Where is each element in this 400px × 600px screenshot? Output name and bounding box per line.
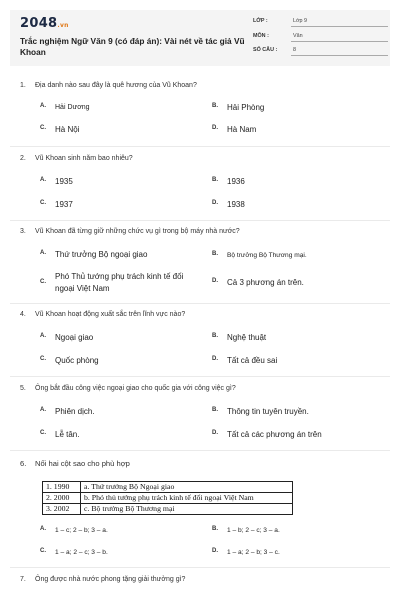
table-cell: a. Thứ trưởng Bộ Ngoại giao [81,482,293,493]
option-text: 1938 [227,200,245,209]
option-text: 1 – a; 2 – b; 3 – c. [227,549,280,556]
question-number: 3. [20,228,26,235]
option-text: Bộ trưởng Bộ Thương mại. [227,252,307,259]
option-text: 1935 [55,177,73,186]
table-row [43,493,293,504]
meta-class-label: LỚP : [253,18,268,24]
option-text: Nghệ thuật [227,333,267,342]
option-letter: D. [212,200,218,206]
option-letter: C. [40,125,46,131]
option-letter: D. [212,430,218,436]
page-header [10,10,390,66]
question-text: Vũ Khoan đã từng giữ những chức vụ gì trong bộ máy nhà nước? [35,228,240,235]
logo-text: 2048 [20,16,58,31]
matching-table [42,481,293,515]
option-text: 1937 [55,200,73,209]
option-letter: B. [212,407,218,413]
option-letter: C. [40,548,46,554]
divider [10,220,390,221]
divider [10,567,390,568]
meta-subject-value: Văn [293,33,303,39]
page-title: Trắc nghiệm Ngữ Văn 9 (có đáp án): Vài nét về tác giả Vũ Khoan [20,36,245,57]
meta-subject [253,30,388,42]
option-text: 1 – b; 2 – c; 3 – a. [227,527,280,534]
option-letter: B. [212,333,218,339]
divider [291,41,388,42]
table-cell: 2. 2000 [43,493,81,504]
option-text: Hải Phòng [227,103,265,112]
question-number: 1. [20,82,26,89]
table-cell: b. Phó thủ tướng phụ trách kinh tế đối ngoại Việt Nam [81,493,293,504]
question-text: Vũ Khoan sinh năm bao nhiêu? [35,155,133,162]
option-text: Hải Dương [55,104,90,111]
question-number: 7. [20,576,26,583]
option-text: Ngoại giao [55,333,94,342]
option-letter: C. [40,356,46,362]
option-letter: B. [212,177,218,183]
option-text: Thứ trưởng Bộ ngoại giao [55,250,148,259]
question-text: Nối hai cột sao cho phù hợp [35,459,130,468]
option-letter: C. [40,200,46,206]
option-text: Lễ tân. [55,430,80,439]
option-letter: C. [40,430,46,436]
table-cell: c. Bộ trưởng Bộ Thương mại [81,504,293,515]
question-number: 5. [20,385,26,392]
option-text: Quốc phòng [55,356,99,365]
option-text: 1 – a; 2 – c; 3 – b. [55,549,108,556]
table-row [43,482,293,493]
divider [291,55,388,56]
table-cell: 1. 1990 [43,482,81,493]
option-letter: A. [40,103,46,109]
option-text: Hà Nội [55,125,80,134]
option-letter: A. [40,333,46,339]
option-text: Thông tin tuyên truyền. [227,407,309,416]
option-text: 1936 [227,177,245,186]
question-number: 4. [20,311,26,318]
table-cell: 3. 2002 [43,504,81,515]
option-letter: A. [40,526,46,532]
option-letter: D. [212,548,218,554]
meta-class [253,15,388,27]
option-letter: D. [212,356,218,362]
option-text: 1 – c; 2 – b; 3 – a. [55,527,108,534]
meta-subject-label: MÔN : [253,33,269,39]
question-text: Ông được nhà nước phong tặng giải thưởng gì? [35,576,186,583]
option-letter: A. [40,407,46,413]
option-letter: B. [212,526,218,532]
site-logo[interactable] [20,16,69,31]
divider [10,146,390,147]
divider [291,26,388,27]
divider [10,376,390,377]
question-number: 6. [20,459,27,468]
table-row [43,504,293,515]
option-text: Hà Nam [227,125,257,134]
question-number: 2. [20,155,26,162]
divider [10,450,390,451]
meta-count-value: 8 [293,47,296,53]
option-text: Phiên dịch. [55,407,95,416]
logo-suffix: .vn [57,22,69,29]
option-letter: B. [212,103,218,109]
option-letter: A. [40,250,46,256]
option-text: Tất cả đều sai [227,356,278,365]
question-text: Ông bắt đầu công việc ngoại giao cho quốc gia với công việc gì? [35,385,236,392]
option-letter: D. [212,125,218,131]
option-letter: D. [212,278,218,284]
divider [10,303,390,304]
meta-count [253,44,388,56]
option-text: Tất cả các phương án trên [227,430,322,439]
option-text: Cả 3 phương án trên. [227,278,304,287]
option-letter: B. [212,251,218,257]
option-text: Phó Thủ tướng phụ trách kinh tế đối ngoại Việt Nam [55,272,184,293]
meta-class-value: Lớp 9 [293,18,308,24]
question-text: Địa danh nào sau đây là quê hương của Vũ Khoan? [35,82,197,89]
option-letter: A. [40,177,46,183]
question-text: Vũ Khoan hoạt động xuất sắc trên lĩnh vực nào? [35,311,186,318]
option-letter: C. [40,279,46,285]
meta-count-label: SỐ CÂU : [253,47,278,53]
